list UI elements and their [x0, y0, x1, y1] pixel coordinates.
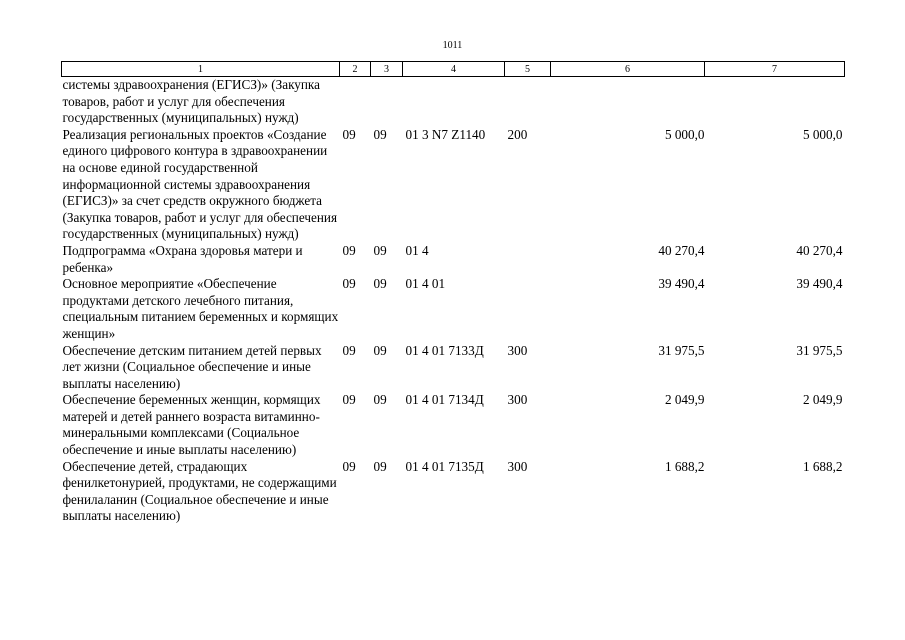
row-amount-1: 40 270,4 [658, 242, 705, 258]
table-row [62, 77, 845, 127]
row-amount-2: 5 000,0 [802, 126, 843, 142]
column-number-header-row [62, 62, 845, 77]
page-number: 1011 [442, 40, 463, 51]
column-header-3: 3 [371, 62, 403, 77]
row-expense-type [505, 276, 551, 342]
row-amount-2: 31 975,5 [796, 342, 843, 358]
row-target-code: 01 4 01 7135Д [405, 458, 484, 474]
row-amount-2: 40 270,4 [796, 242, 843, 258]
table-row [62, 276, 845, 342]
row-amount-1: 39 490,4 [658, 276, 705, 292]
row-amount-2: 39 490,4 [796, 276, 843, 292]
table-row [62, 459, 845, 525]
row-amount-2: 1 688,2 [802, 458, 843, 474]
row-target-code: 01 4 01 7133Д [405, 342, 484, 358]
row-name: Основное мероприятие «Обеспечение продуктами детского лечебного питания, специальным питанием беременных и кормящих женщин» [62, 276, 339, 341]
row-amount-2 [705, 77, 845, 127]
row-section [340, 77, 371, 127]
row-section: 09 [342, 276, 356, 292]
row-target-code: 01 4 [405, 242, 429, 258]
row-subsection: 09 [373, 276, 387, 292]
row-name: системы здравоохранения (ЕГИСЗ)» (Закупка товаров, работ и услуг для обеспечения государственных (муниципальных) нужд) [62, 77, 320, 126]
row-expense-type: 200 [507, 126, 528, 142]
row-amount-1 [551, 77, 705, 127]
row-section: 09 [342, 126, 356, 142]
row-name: Реализация региональных проектов «Создание единого цифрового контура в здравоохранении на основе единой государственной информационной системы здравоохранения (ЕГИСЗ)» за счет средств окружного бюджета (Закупка товаров, работ и услуг для обеспечения государственных (муниципальных) нужд) [62, 126, 338, 242]
row-target-code: 01 4 01 7134Д [405, 392, 484, 408]
column-header-6: 6 [551, 62, 705, 77]
table-row [62, 392, 845, 458]
table-row [62, 127, 845, 243]
budget-table [61, 61, 845, 525]
row-section: 09 [342, 242, 356, 258]
row-amount-1: 5 000,0 [664, 126, 705, 142]
table-row [62, 243, 845, 276]
column-header-7: 7 [705, 62, 845, 77]
row-subsection [371, 77, 403, 127]
row-name: Обеспечение детским питанием детей первых лет жизни (Социальное обеспечение и иные выплаты населению) [62, 342, 322, 391]
row-expense-type [505, 243, 551, 276]
column-header-5: 5 [505, 62, 551, 77]
row-subsection: 09 [373, 458, 387, 474]
row-name: Обеспечение детей, страдающих фенилкетонурией, продуктами, не содержащими фенилаланин (Социальное обеспечение и иные выплаты населению) [62, 458, 337, 524]
row-subsection: 09 [373, 342, 387, 358]
row-amount-1: 2 049,9 [664, 392, 705, 408]
row-amount-2: 2 049,9 [802, 392, 843, 408]
row-target-code: 01 3 N7 Z1140 [405, 126, 486, 142]
row-expense-type: 300 [507, 342, 528, 358]
row-target-code: 01 4 01 [405, 276, 446, 292]
table-row [62, 343, 845, 393]
row-section: 09 [342, 342, 356, 358]
column-header-4: 4 [403, 62, 505, 77]
row-section: 09 [342, 458, 356, 474]
row-name: Обеспечение беременных женщин, кормящих матерей и детей раннего возраста витаминно-минеральными комплексами (Социальное обеспечение и иные выплаты населению) [62, 392, 321, 458]
row-amount-1: 1 688,2 [664, 458, 705, 474]
row-subsection: 09 [373, 242, 387, 258]
row-amount-1: 31 975,5 [658, 342, 705, 358]
row-expense-type: 300 [507, 458, 528, 474]
row-target-code [403, 77, 505, 127]
row-expense-type [505, 77, 551, 127]
row-expense-type: 300 [507, 392, 528, 408]
column-header-2: 2 [340, 62, 371, 77]
row-section: 09 [342, 392, 356, 408]
row-name: Подпрограмма «Охрана здоровья матери и ребенка» [62, 242, 303, 275]
row-subsection: 09 [373, 126, 387, 142]
row-subsection: 09 [373, 392, 387, 408]
column-header-1: 1 [62, 62, 340, 77]
